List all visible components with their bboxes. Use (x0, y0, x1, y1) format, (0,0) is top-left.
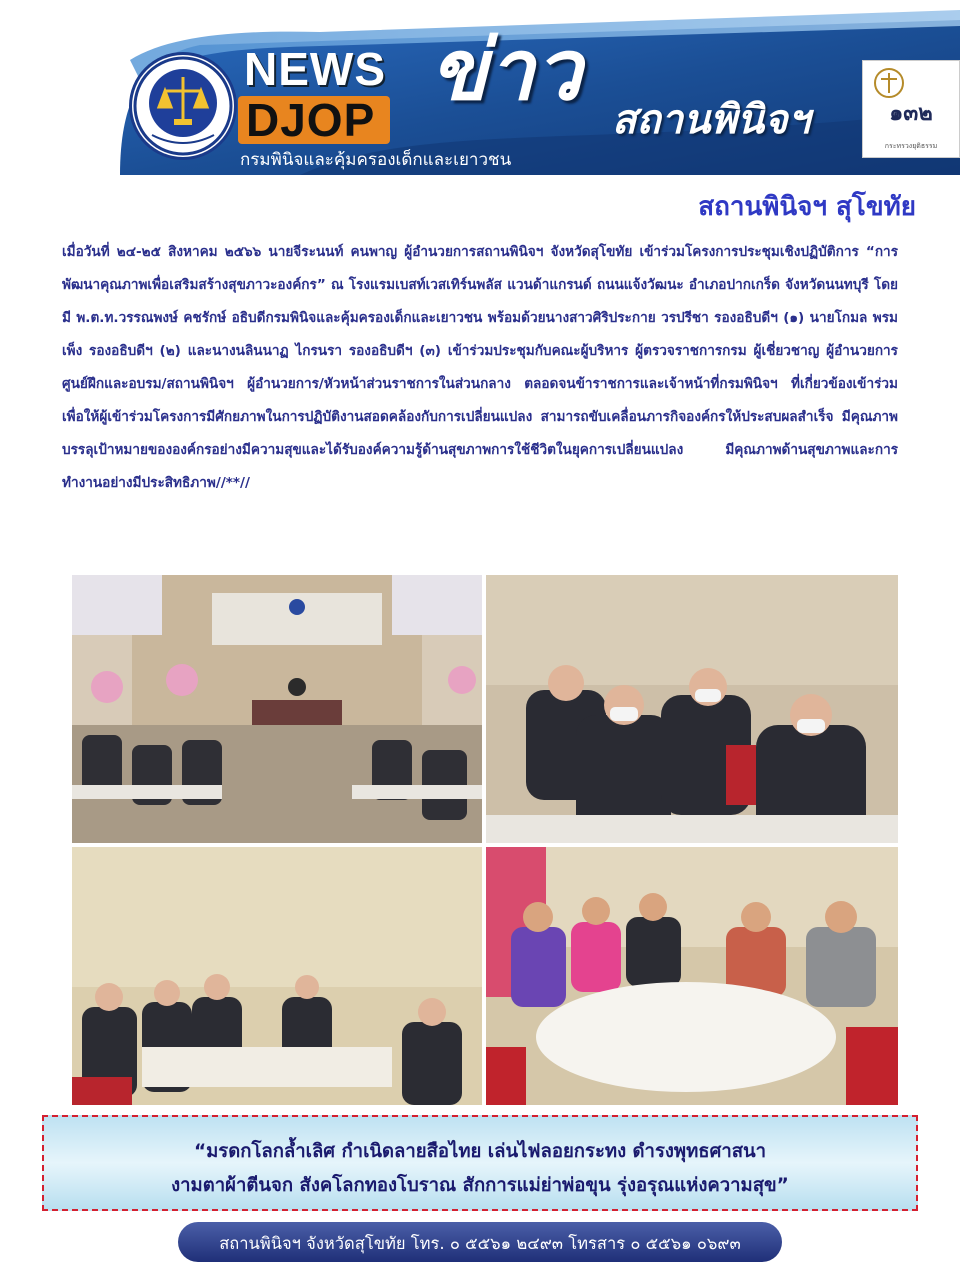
photo-conference-hall (72, 575, 482, 843)
article-body: เมื่อวันที่ ๒๔-๒๕ สิงหาคม ๒๕๖๖ นายจีระนนท์ คนพาญ ผู้อำนวยการสถานพินิจฯ จังหวัดสุโขทัย เข้าร่วมโครงการประชุมเชิงปฏิบัติการ “การพัฒนาคุณภาพเพื่อเสริมสร้างสุขภาวะองค์กร” ณ โรงแรมเบสท์เวสเทิร์นพลัส แวนด้าแกรนด์ ถนนแจ้งวัฒนะ อำเภอปากเกร็ด จังหวัดนนทบุรี โดยมี พ.ต.ท.วรรณพงษ์ คชรักษ์ อธิบดีกรมพินิจและคุ้มครองเด็กและเยาวชน พร้อมด้วยนางสาวศิริประกาย วรปรีชา รองอธิบดีฯ (๑) นายโกมล พรมเพ็ง รองอธิบดีฯ (๒) และนางนลินนาฏ ไกรนรา รองอธิบดีฯ (๓) เข้าร่วมประชุมกับคณะผู้บริหาร ผู้ตรวจราชการกรม ผู้เชี่ยวชาญ ผู้อำนวยการศูนย์ฝึกและอบรม/สถานพินิจฯ ผู้อำนวยการ/หัวหน้าส่วนราชการในส่วนกลาง ตลอดจนข้าราชการและเจ้าหน้าที่กรมพินิจฯ ที่เกี่ยวข้องเข้าร่วม เพื่อให้ผู้เข้าร่วมโครงการมีศักยภาพในการปฏิบัติงานสอดคล้องกับการเปลี่ยนแปลง สามารถขับเคลื่อนภารกิจองค์กรให้ประสบผลสำเร็จ มีคุณภาพ บรรลุเป้าหมายขององค์กรอย่างมีความสุขและได้รับองค์ความรู้ด้านสุขภาพการใช้ชีวิตในยุคการเปลี่ยนแปลง มีคุณภาพด้านสุขภาพและการทำงานอย่างมีประสิทธิภาพ//**// (62, 244, 898, 491)
news-label: NEWS (244, 43, 386, 95)
djop-label: DJOP (246, 94, 376, 146)
anniversary-number: ๑๓๒ (889, 100, 933, 126)
photo-collage (72, 575, 898, 1105)
photo-meeting-tables (72, 847, 482, 1105)
djop-emblem-logo (132, 55, 234, 157)
ministry-caption: กระทรวงยุติธรรม (884, 142, 938, 150)
anniversary-logo (862, 60, 960, 158)
photo-round-table-group (486, 847, 898, 1105)
footer-contact-bar (178, 1222, 782, 1262)
section-title: สถานพินิจฯ (612, 96, 811, 143)
khao-title: ข่าว (430, 20, 582, 119)
photo-audience (486, 575, 898, 843)
motto-line-1: “มรดกโลกล้ำเลิศ กำเนิดลายสือไทย เล่นไฟลอยกระทง ดำรงพุทธศาสนา (193, 1141, 767, 1162)
station-title: สถานพินิจฯ สุโขทัย (698, 192, 916, 222)
province-motto-box (42, 1115, 918, 1211)
motto-line-2: งามตาผ้าตีนจก สังคโลกทองโบราณ สักการแม่ย่าพ่อขุน รุ่งอรุณแห่งความสุข” (171, 1175, 789, 1196)
department-name: กรมพินิจและคุ้มครองเด็กและเยาวชน (240, 150, 512, 169)
header-banner (0, 0, 960, 175)
footer-contact: สถานพินิจฯ จังหวัดสุโขทัย โทร. ๐ ๕๕๖๑ ๒๔๙๓ โทรสาร ๐ ๕๕๖๑ ๐๖๙๓ (219, 1234, 741, 1253)
